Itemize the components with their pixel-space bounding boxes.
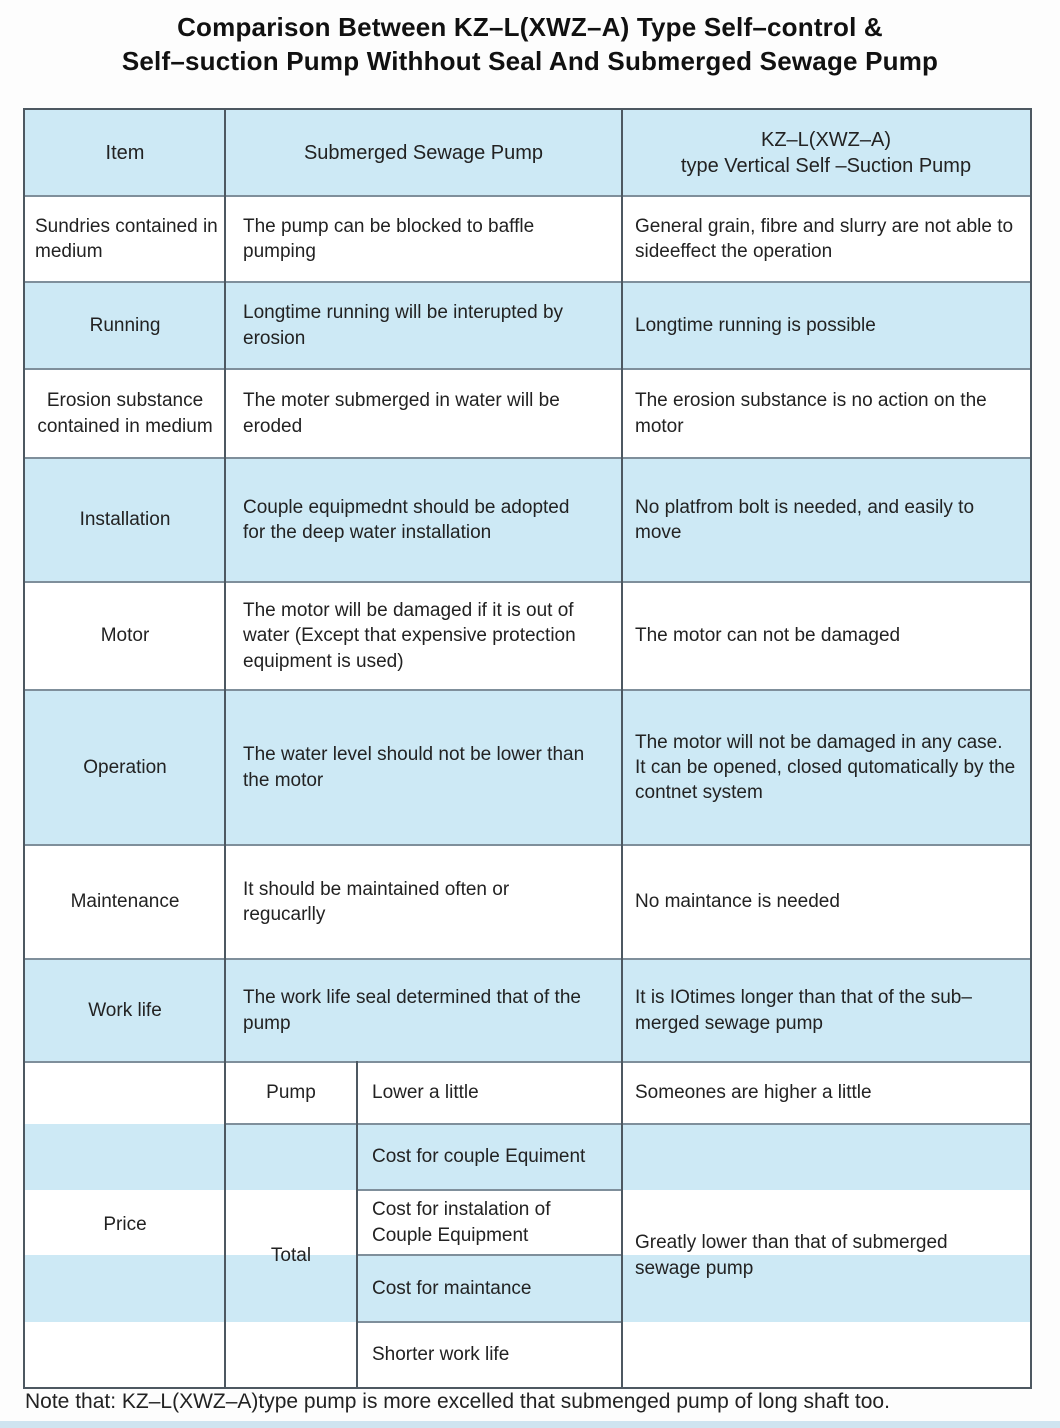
row-worklife-label: Work life	[88, 999, 162, 1021]
bottom-strip	[0, 1421, 1060, 1428]
cell-cost-installation: Cost for instalation of Couple Equipment	[372, 1199, 551, 1246]
cell-running-submerged: Longtime running will be interupted by erosion	[243, 302, 564, 349]
header-kzl-line1: KZ–L(XWZ–A)	[760, 128, 892, 151]
header-item: Item	[105, 141, 145, 164]
row-price-label: Price	[103, 1213, 147, 1235]
cell-price-pump-label: Pump	[266, 1082, 316, 1104]
row-sundries-label: Sundries contained in medium	[35, 215, 218, 262]
cell-worklife-submerged: The work life seal determined that of the pump	[243, 987, 581, 1034]
cell-sundries-submerged: The pump can be blocked to baffle pumping	[243, 215, 535, 262]
header-kzl-pump	[622, 110, 1030, 196]
cell-cost-shorter-worklife: Shorter work life	[372, 1343, 510, 1365]
cell-price-pump-kzl: Someones are higher a little	[635, 1082, 872, 1104]
row-installation-label: Installation	[79, 509, 171, 531]
cell-running-kzl: Longtime running is possible	[635, 314, 876, 336]
header-submerged-pump: Submerged Sewage Pump	[303, 141, 544, 164]
row-maintenance-label: Maintenance	[70, 891, 180, 913]
row-motor-label: Motor	[100, 625, 150, 647]
cell-maintenance-submerged: It should be maintained often or regucarlly	[243, 878, 510, 925]
cell-cost-maintenance: Cost for maintance	[372, 1277, 532, 1299]
cell-price-total-label: Total	[270, 1244, 312, 1266]
cell-erosion-kzl: The erosion substance is no action on the motor	[635, 390, 987, 437]
cell-cost-couple-equipment: Cost for couple Equiment	[372, 1146, 586, 1168]
cell-operation-kzl: The motor will not be damaged in any case. It can be opened, closed qutomatically by the contnet system	[635, 731, 1016, 804]
cell-sundries-kzl: General grain, fibre and slurry are not able to sideeffect the operation	[635, 215, 1014, 262]
cell-erosion-submerged: The moter submerged in water will be eroded	[243, 390, 560, 437]
row-running-label: Running	[89, 314, 161, 336]
cell-maintenance-kzl: No maintance is needed	[635, 891, 840, 913]
page-title-line1: Comparison Between KZ–L(XWZ–A) Type Self–control &	[177, 12, 883, 42]
cell-worklife-kzl: It is IOtimes longer than that of the sub–merged sewage pump	[635, 987, 972, 1034]
cell-price-pump-submerged: Lower a little	[372, 1082, 479, 1104]
header-kzl-line2: type Vertical Self –Suction Pump	[680, 155, 972, 177]
cell-installation-submerged: Couple equipmednt should be adopted for the deep water installation	[243, 496, 570, 543]
row-erosion-label: Erosion substance contained in medium	[37, 390, 213, 437]
footnote: Note that: KZ–L(XWZ–A)type pump is more excelled that submenged pump of long shaft too.	[25, 1390, 890, 1413]
cell-motor-submerged: The motor will be damaged if it is out of water (Except that expensive protection equipment is used)	[243, 600, 576, 672]
row-operation-label: Operation	[83, 756, 167, 778]
cell-motor-kzl: The motor can not be damaged	[635, 625, 901, 647]
cell-installation-kzl: No platfrom bolt is needed, and easily to move	[635, 496, 975, 543]
comparison-table	[23, 108, 1032, 1389]
cell-operation-submerged: The water level should not be lower than the motor	[243, 744, 585, 791]
cell-price-total-kzl: Greatly lower than that of submerged sewage pump	[635, 1232, 948, 1279]
page-title-line2: Self–suction Pump Withhout Seal And Submerged Sewage Pump	[121, 46, 939, 76]
